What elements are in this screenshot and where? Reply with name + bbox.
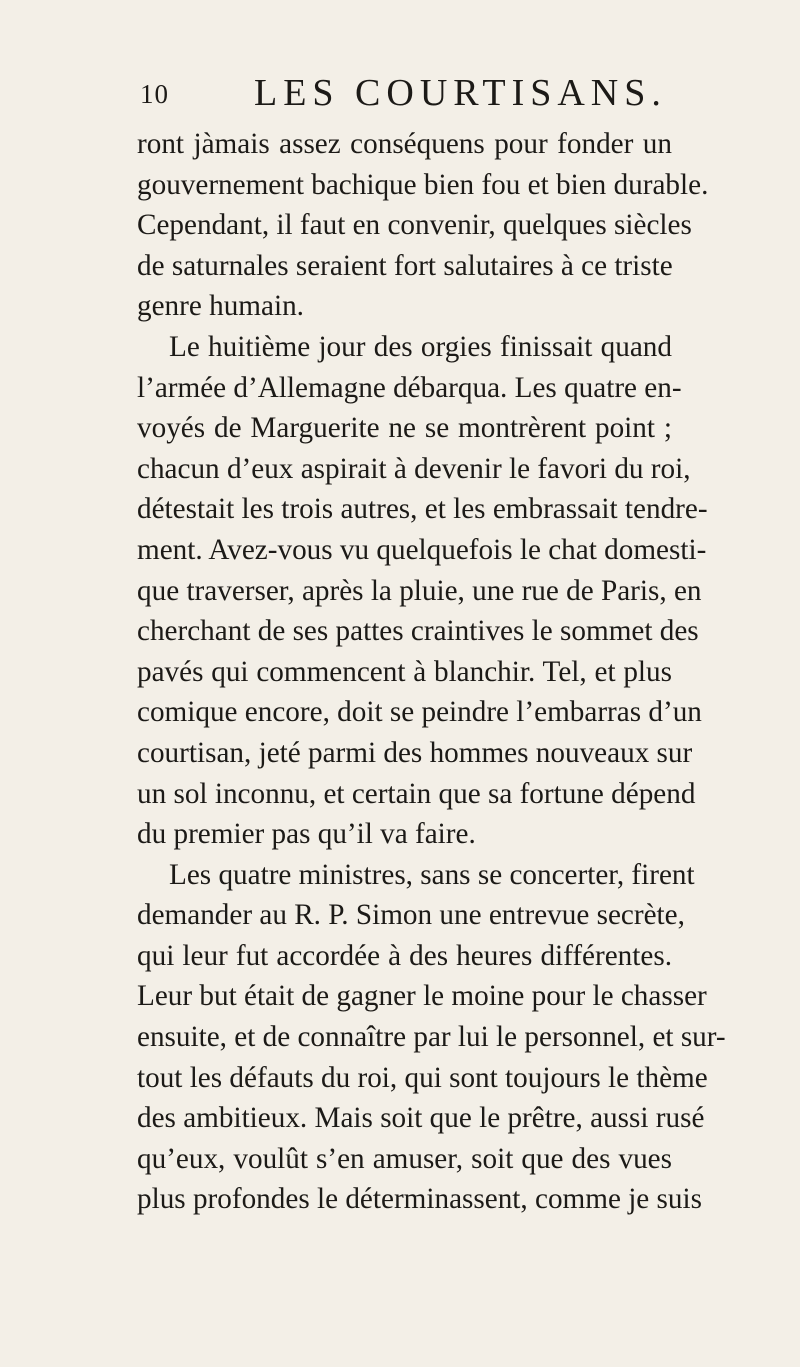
text-line: Cependant, il faut en convenir, quelques siècles [137, 209, 692, 242]
text-line: genre humain. [137, 290, 304, 323]
text-line: l’armée d’Allemagne débarqua. Les quatre en- [137, 371, 682, 404]
text-line: Leur but était de gagner le moine pour le chasser [137, 980, 707, 1013]
text-line: qu’eux, voulût s’en amuser, soit que des vues [137, 1142, 672, 1175]
text-line: qui leur fut accordée à des heures différentes. [137, 939, 672, 972]
text-line: Le huitième jour des orgies finissait quand [169, 330, 672, 363]
text-line: voyés de Marguerite ne se montrèrent point ; [137, 412, 672, 445]
text-line: du premier pas qu’il va faire. [137, 818, 476, 851]
text-line: comique encore, doit se peindre l’embarras d’un [137, 696, 702, 729]
text-line: gouvernement bachique bien fou et bien durable. [137, 168, 709, 201]
body-text [137, 124, 726, 1220]
page-number: 10 [140, 79, 169, 109]
text-line: ment. Avez-vous vu quelquefois le chat domesti- [137, 533, 707, 566]
text-line: des ambitieux. Mais soit que le prêtre, aussi rusé [137, 1102, 705, 1135]
text-line: que traverser, après la pluie, une rue de Paris, en [137, 574, 702, 607]
text-line: courtisan, jeté parmi des hommes nouveaux sur [137, 736, 693, 769]
text-line: chacun d’eux aspirait à devenir le favori du roi, [137, 452, 691, 485]
text-line: pavés qui commencent à blanchir. Tel, et plus [137, 655, 672, 688]
text-line: cherchant de ses pattes craintives le sommet des [137, 615, 699, 648]
running-head: LES COURTISANS. [254, 72, 667, 114]
text-line: demander au R. P. Simon une entrevue secrète, [137, 899, 685, 932]
text-line: ensuite, et de connaître par lui le personnel, et sur- [137, 1021, 726, 1054]
text-line: plus profondes le déterminassent, comme je suis [137, 1183, 702, 1216]
text-line: Les quatre ministres, sans se concerter, firent [169, 858, 695, 891]
text-line: un sol inconnu, et certain que sa fortune dépend [137, 777, 696, 810]
text-line: détestait les trois autres, et les embrassait tendre- [137, 493, 708, 526]
text-line: tout les défauts du roi, qui sont toujours le thème [137, 1061, 708, 1094]
text-line: ront jàmais assez conséquens pour fonder un [137, 128, 672, 160]
text-line: de saturnales seraient fort salutaires à ce triste [137, 249, 673, 282]
